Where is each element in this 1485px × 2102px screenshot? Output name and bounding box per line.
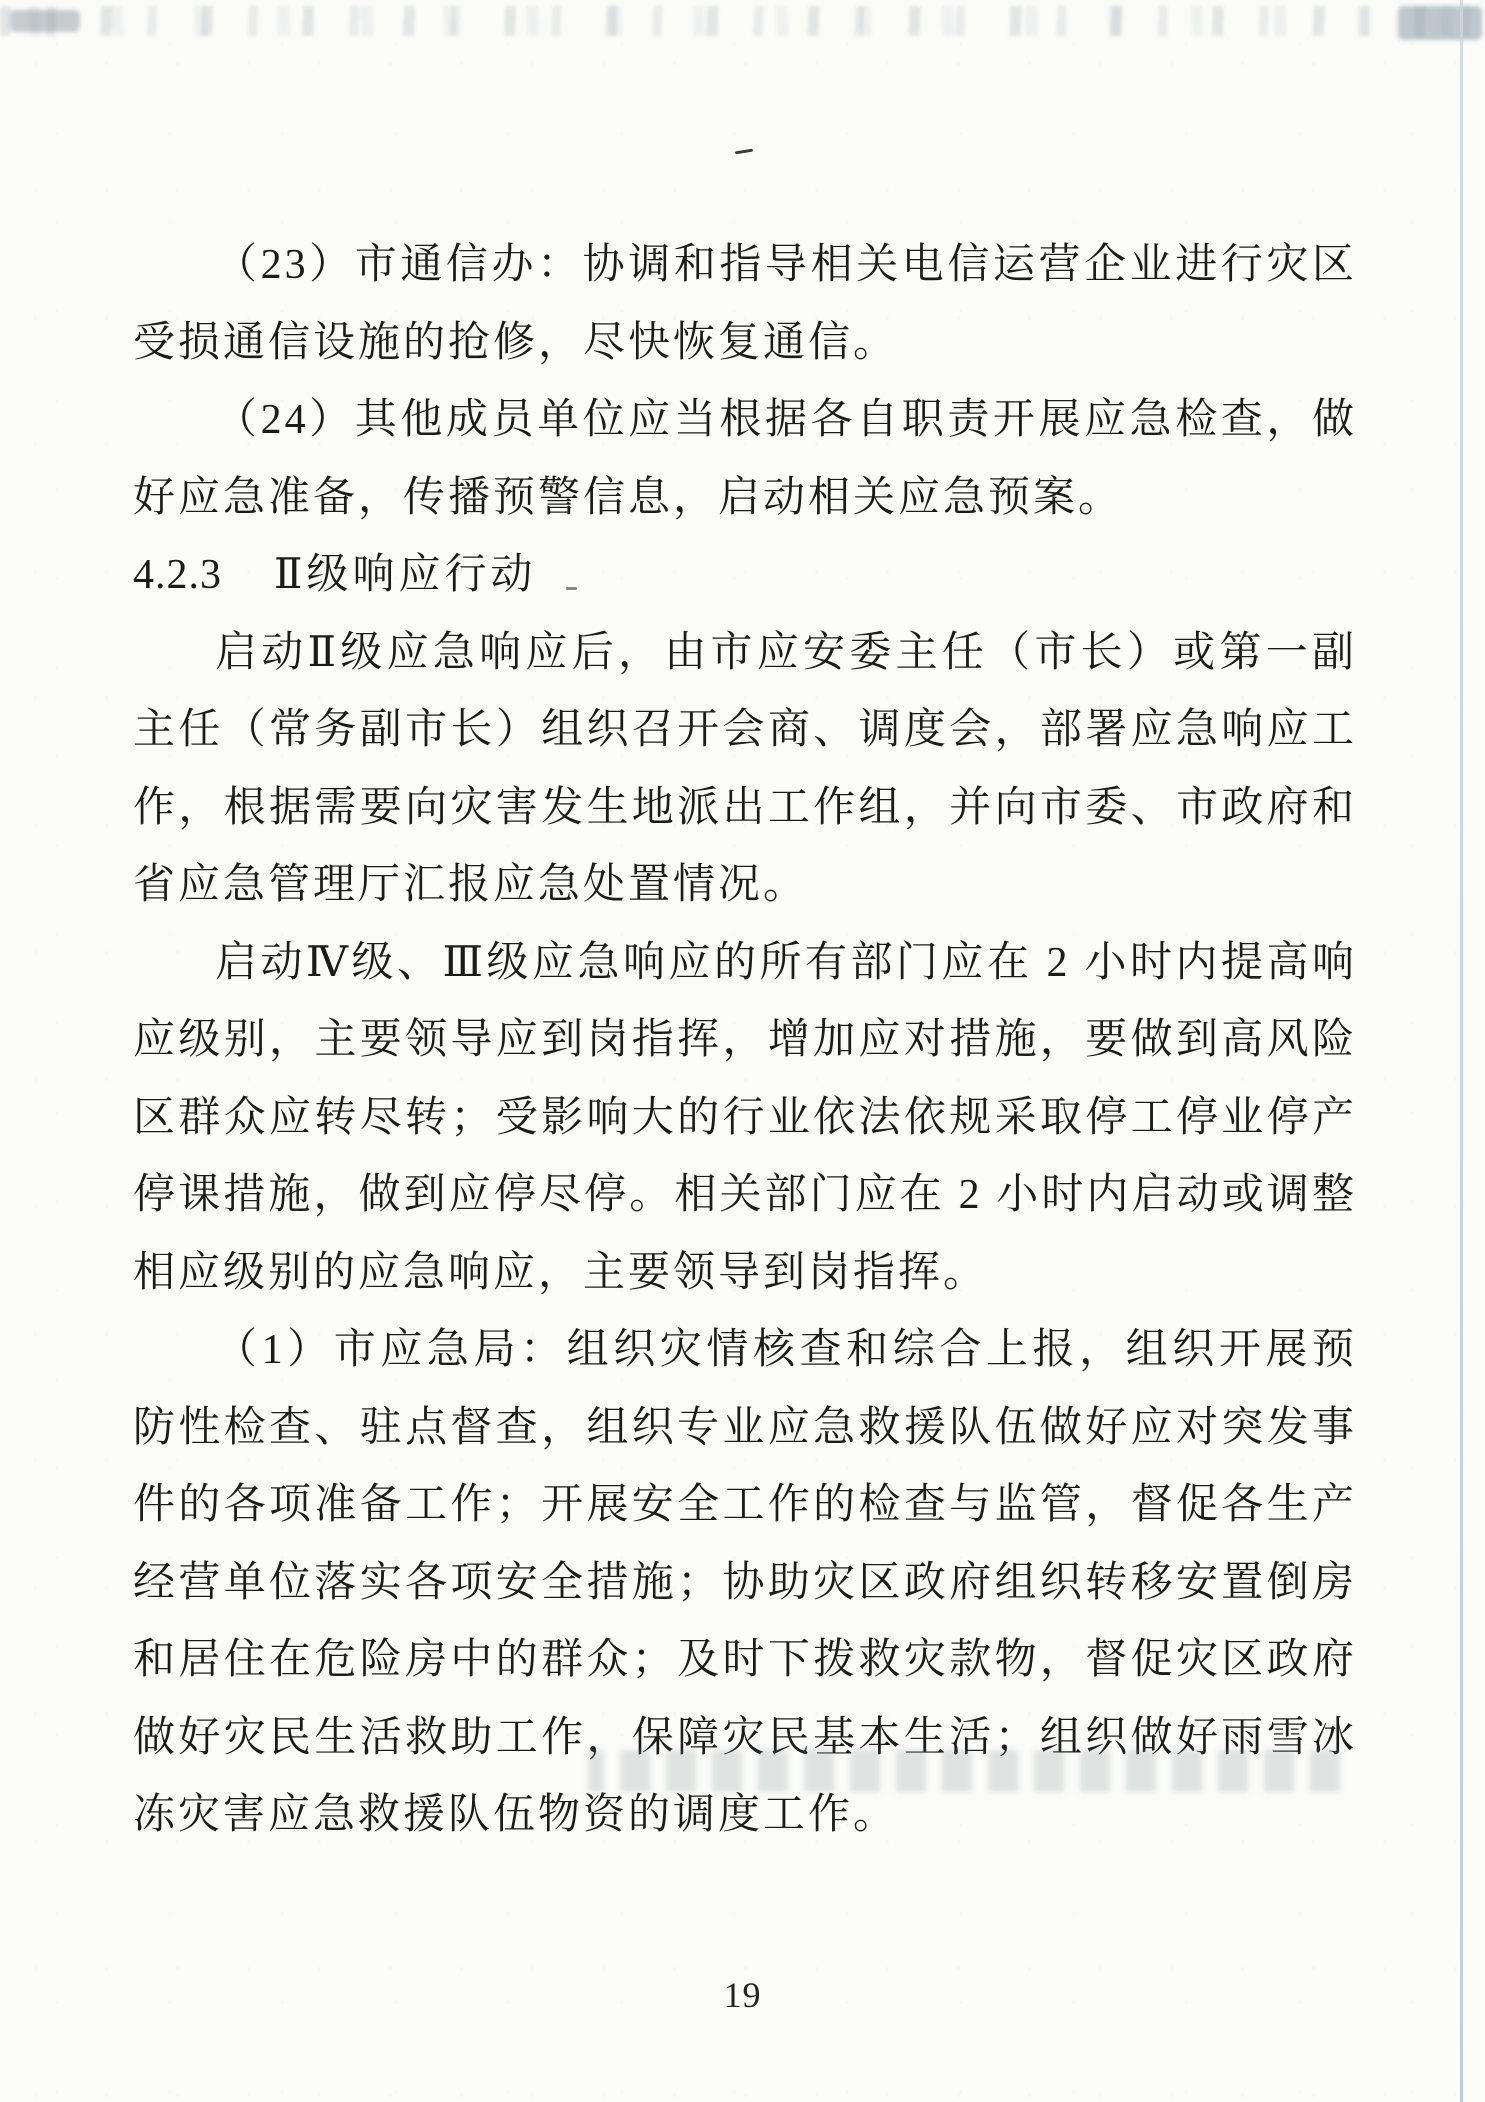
paragraph-item-24: （24）其他成员单位应当根据各自职责开展应急检查，做好应急准备，传播预警信息，启动相关应急预案。 [133,397,1357,521]
section-heading-number: 4.2.3 [133,552,222,598]
paragraph-item-23: （23）市通信办：协调和指导相关电信运营企业进行灾区受损通信设施的抢修，尽快恢复通信。 [133,242,1357,366]
paragraph-item-1-emergency-bureau: （1）市应急局：组织灾情核查和综合上报，组织开展预防性检查、驻点督查，组织专业应急救援队伍做好应对突发事件的各项准备工作；开展安全工作的检查与监管，督促各生产经营单位落实各项安全措施；协助灾区政府组织转移安置倒房和居住在危险房中的群众；及时下拨救灾款物，督促灾区政府做好灾民生活救助工作，保障灾民基本生活；组织做好雨雪冰冻灾害应急救援队伍物资的调度工作。 [133,1327,1357,1838]
page-number: 19 [723,1975,762,2015]
stray-dash-mark [735,149,753,155]
section-heading-title: Ⅱ级响应行动 [274,552,537,598]
scan-noise-patch-right [1398,6,1482,40]
scan-edge-line [1460,0,1463,2102]
scan-noise-band [0,6,1485,36]
text-block [133,227,1357,1855]
ink-bleedthrough-artifact [588,1750,1340,1792]
section-heading [133,537,1357,615]
paragraph-response-upgrade: 启动Ⅳ级、Ⅲ级应急响应的所有部门应在 2 小时内提高响应级别，主要领导应到岗指挥，增加应对措施，要做到高风险区群众应转尽转；受影响大的行业依法依规采取停工停业停产停课措施，做到应停尽停。相关部门应在 2 小时内启动或调整相应级别的应急响应，主要领导到岗指挥。 [133,939,1357,1296]
scan-noise-patch-left [10,10,80,32]
paragraph-level2-response: 启动Ⅱ级应急响应后，由市应安委主任（市长）或第一副主任（常务副市长）组织召开会商、调度会，部署应急响应工作，根据需要向灾害发生地派出工作组，并向市委、市政府和省应急管理厅汇报应急处置情况。 [133,629,1357,908]
